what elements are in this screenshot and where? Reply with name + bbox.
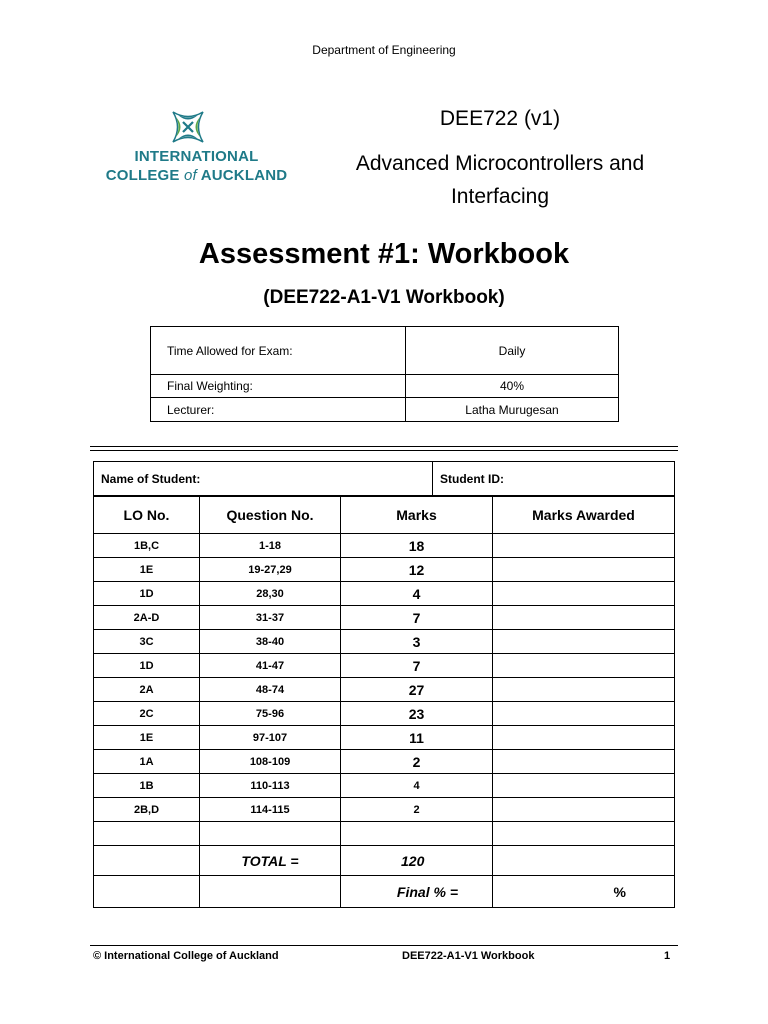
- total-awarded-cell[interactable]: [493, 846, 675, 876]
- total-label: TOTAL =: [200, 846, 341, 876]
- info-row-weighting: [151, 375, 619, 398]
- exam-info-table: [150, 326, 619, 422]
- course-code: DEE722 (v1): [439, 107, 561, 130]
- logo-emblem-icon: [104, 108, 289, 146]
- lo-cell: 1E: [94, 558, 200, 582]
- question-cell: 75-96: [200, 702, 341, 726]
- marks-cell: 7: [341, 606, 493, 630]
- footer-doc-name: DEE722-A1-V1 Workbook: [402, 950, 535, 962]
- blank-cell: [341, 822, 493, 846]
- question-cell: 28,30: [200, 582, 341, 606]
- info-label: Time Allowed for Exam:: [151, 327, 406, 375]
- marks-cell: 4: [341, 774, 493, 798]
- lo-cell: 2B,D: [94, 798, 200, 822]
- col-header-marks-awarded: Marks Awarded: [493, 497, 675, 534]
- page-subtitle: (DEE722-A1-V1 Workbook): [263, 287, 505, 308]
- marks-cell: 11: [341, 726, 493, 750]
- table-row: [94, 726, 675, 750]
- final-percent-label: Final % =: [341, 876, 493, 908]
- lo-cell: 2C: [94, 702, 200, 726]
- info-value: Latha Murugesan: [406, 398, 619, 422]
- marks-table: [93, 496, 675, 908]
- table-row: [94, 750, 675, 774]
- marks-cell: 7: [341, 654, 493, 678]
- question-cell: 41-47: [200, 654, 341, 678]
- info-value: 40%: [406, 375, 619, 398]
- logo-text-line2: COLLEGE of AUCKLAND: [105, 167, 288, 184]
- info-row-time: [151, 327, 619, 375]
- lo-cell: 1E: [94, 726, 200, 750]
- marks-cell: 27: [341, 678, 493, 702]
- blank-cell: [94, 822, 200, 846]
- footer-divider: [90, 945, 678, 946]
- question-cell: 110-113: [200, 774, 341, 798]
- marks-awarded-cell[interactable]: [493, 582, 675, 606]
- total-row: [94, 846, 675, 876]
- marks-cell: 4: [341, 582, 493, 606]
- marks-awarded-cell[interactable]: [493, 798, 675, 822]
- final-percent-field[interactable]: %: [493, 876, 675, 908]
- question-cell: 1-18: [200, 534, 341, 558]
- marks-awarded-cell[interactable]: [493, 726, 675, 750]
- info-row-lecturer: [151, 398, 619, 422]
- col-header-lo: LO No.: [94, 497, 200, 534]
- marks-awarded-cell[interactable]: [493, 534, 675, 558]
- lo-cell: 1B: [94, 774, 200, 798]
- question-cell: 97-107: [200, 726, 341, 750]
- table-row: [94, 798, 675, 822]
- logo-text-line1: INTERNATIONAL: [134, 148, 259, 165]
- lo-cell: 1D: [94, 654, 200, 678]
- table-row: [94, 582, 675, 606]
- department-header: Department of Engineering: [312, 43, 456, 57]
- question-cell: 114-115: [200, 798, 341, 822]
- marks-cell: 2: [341, 798, 493, 822]
- question-cell: 48-74: [200, 678, 341, 702]
- table-row: [94, 558, 675, 582]
- marks-cell: 3: [341, 630, 493, 654]
- marks-awarded-cell[interactable]: [493, 678, 675, 702]
- marks-awarded-cell[interactable]: [493, 774, 675, 798]
- marks-cell: 23: [341, 702, 493, 726]
- info-label: Final Weighting:: [151, 375, 406, 398]
- blank-row: [94, 822, 675, 846]
- question-cell: 38-40: [200, 630, 341, 654]
- blank-cell[interactable]: [493, 822, 675, 846]
- lo-cell: 1A: [94, 750, 200, 774]
- blank-cell: [94, 846, 200, 876]
- table-row: [94, 654, 675, 678]
- question-cell: 31-37: [200, 606, 341, 630]
- college-logo: [104, 108, 289, 188]
- info-label: Lecturer:: [151, 398, 406, 422]
- lo-cell: 3C: [94, 630, 200, 654]
- marks-awarded-cell[interactable]: [493, 654, 675, 678]
- lo-cell: 1D: [94, 582, 200, 606]
- footer-copyright: © International College of Auckland: [93, 950, 279, 962]
- marks-cell: 18: [341, 534, 493, 558]
- table-row: [94, 678, 675, 702]
- section-divider: [90, 446, 678, 451]
- col-header-question: Question No.: [200, 497, 341, 534]
- info-value: Daily: [406, 327, 619, 375]
- course-name: Advanced Microcontrollers and Interfacing: [355, 152, 645, 208]
- marks-table-header: [94, 497, 675, 534]
- marks-cell: 12: [341, 558, 493, 582]
- lo-cell: 1B,C: [94, 534, 200, 558]
- lo-cell: 2A: [94, 678, 200, 702]
- table-row: [94, 774, 675, 798]
- marks-awarded-cell[interactable]: [493, 558, 675, 582]
- page-title: Assessment #1: Workbook: [198, 238, 570, 270]
- marks-awarded-cell[interactable]: [493, 702, 675, 726]
- table-row: [94, 606, 675, 630]
- total-value: 120: [341, 846, 493, 876]
- blank-cell: [94, 876, 200, 908]
- student-name-field[interactable]: Name of Student:: [94, 462, 433, 496]
- marks-awarded-cell[interactable]: [493, 606, 675, 630]
- student-id-field[interactable]: Student ID:: [433, 462, 675, 496]
- blank-cell: [200, 822, 341, 846]
- table-row: [94, 702, 675, 726]
- blank-cell: [200, 876, 341, 908]
- table-row: [94, 630, 675, 654]
- final-percent-row: [94, 876, 675, 908]
- question-cell: 19-27,29: [200, 558, 341, 582]
- table-row: [94, 534, 675, 558]
- student-details-table: [93, 461, 675, 496]
- marks-awarded-cell[interactable]: [493, 750, 675, 774]
- marks-awarded-cell[interactable]: [493, 630, 675, 654]
- lo-cell: 2A-D: [94, 606, 200, 630]
- footer-page-number: 1: [664, 950, 671, 962]
- marks-cell: 2: [341, 750, 493, 774]
- question-cell: 108-109: [200, 750, 341, 774]
- col-header-marks: Marks: [341, 497, 493, 534]
